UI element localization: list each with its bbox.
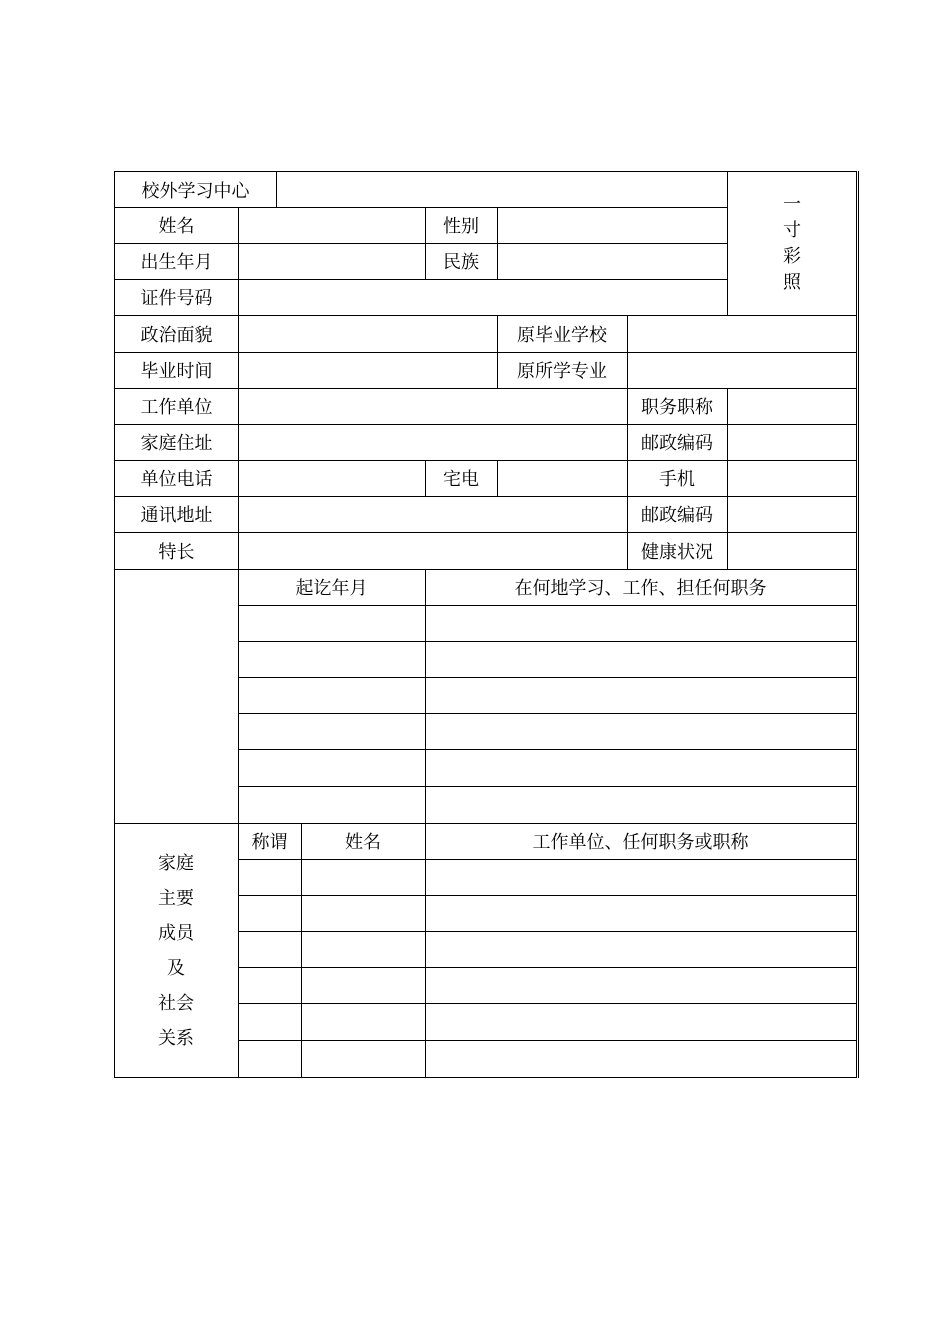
label-home-address: 家庭住址 bbox=[140, 433, 213, 454]
row-divider bbox=[238, 605, 856, 606]
postcode-field[interactable] bbox=[728, 425, 856, 460]
history-col-period: 起讫年月 bbox=[295, 578, 368, 599]
label-home-phone: 宅电 bbox=[443, 469, 479, 490]
postcode-field[interactable] bbox=[728, 497, 856, 532]
prev-school-field[interactable] bbox=[628, 316, 856, 352]
grad-time-field[interactable] bbox=[239, 353, 497, 388]
photo-char: 寸 bbox=[783, 219, 801, 241]
family-side-line: 家庭 bbox=[158, 852, 194, 874]
mobile-field[interactable] bbox=[728, 461, 856, 496]
family-side-line: 主要 bbox=[158, 887, 194, 909]
label-mobile: 手机 bbox=[659, 469, 695, 490]
label-ethnicity: 民族 bbox=[443, 252, 479, 273]
label-mail-address: 通讯地址 bbox=[140, 505, 213, 526]
mail-address-field[interactable] bbox=[239, 497, 627, 532]
center-field[interactable] bbox=[277, 172, 727, 207]
label-work-phone: 单位电话 bbox=[140, 469, 213, 490]
row-divider bbox=[238, 895, 856, 896]
label-postcode: 邮政编码 bbox=[641, 433, 713, 454]
family-side-line: 关系 bbox=[158, 1027, 194, 1049]
label-gender: 性别 bbox=[443, 216, 479, 237]
label-center: 校外学习中心 bbox=[141, 180, 250, 202]
position-field[interactable] bbox=[728, 389, 856, 424]
birth-field[interactable] bbox=[239, 244, 425, 279]
family-col-relation: 称谓 bbox=[251, 832, 288, 853]
row-divider bbox=[238, 931, 856, 932]
name-field[interactable] bbox=[239, 208, 425, 243]
row-divider bbox=[238, 1040, 856, 1041]
label-health: 健康状况 bbox=[641, 541, 713, 563]
row-divider bbox=[238, 641, 856, 642]
history-col-detail: 在何地学习、工作、担任何职务 bbox=[514, 578, 767, 599]
family-side-line: 及 bbox=[167, 957, 185, 979]
row-divider bbox=[238, 967, 856, 968]
employer-field[interactable] bbox=[239, 389, 627, 424]
photo-char: 照 bbox=[783, 271, 801, 293]
health-field[interactable] bbox=[728, 533, 856, 569]
label-id-number: 证件号码 bbox=[140, 288, 213, 309]
home-phone-field[interactable] bbox=[498, 461, 627, 496]
family-col-work: 工作单位、任何职务或职称 bbox=[532, 832, 749, 853]
ethnicity-field[interactable] bbox=[498, 244, 727, 279]
work-phone-field[interactable] bbox=[239, 461, 425, 496]
label-employer: 工作单位 bbox=[140, 397, 213, 418]
photo-placeholder bbox=[728, 171, 856, 316]
photo-char: 彩 bbox=[783, 245, 801, 267]
outer-border-double bbox=[858, 171, 859, 1078]
col-divider bbox=[301, 823, 302, 1077]
family-side-line: 社会 bbox=[158, 992, 194, 1014]
home-address-field[interactable] bbox=[239, 425, 627, 460]
row-divider bbox=[238, 713, 856, 714]
label-grad-time: 毕业时间 bbox=[140, 361, 213, 382]
label-name: 姓名 bbox=[158, 216, 195, 237]
photo-char: 一 bbox=[783, 193, 801, 215]
label-political: 政治面貌 bbox=[140, 324, 213, 346]
row-divider bbox=[238, 749, 856, 750]
label-prev-school: 原毕业学校 bbox=[517, 324, 607, 346]
label-birth: 出生年月 bbox=[140, 252, 213, 273]
prev-major-field[interactable] bbox=[628, 353, 856, 388]
gender-field[interactable] bbox=[498, 208, 727, 243]
specialty-field[interactable] bbox=[239, 533, 627, 569]
family-side-line: 成员 bbox=[158, 922, 194, 944]
family-col-name: 姓名 bbox=[345, 832, 381, 853]
label-postcode: 邮政编码 bbox=[641, 505, 713, 526]
row-divider bbox=[238, 1003, 856, 1004]
row-divider bbox=[238, 677, 856, 678]
label-specialty: 特长 bbox=[158, 541, 195, 563]
political-field[interactable] bbox=[239, 316, 497, 352]
label-prev-major: 原所学专业 bbox=[517, 361, 607, 382]
row-divider bbox=[238, 859, 856, 860]
id-number-field[interactable] bbox=[239, 280, 727, 315]
label-position: 职务职称 bbox=[641, 397, 713, 418]
row-divider bbox=[238, 786, 856, 787]
family-side-label bbox=[115, 824, 237, 1077]
